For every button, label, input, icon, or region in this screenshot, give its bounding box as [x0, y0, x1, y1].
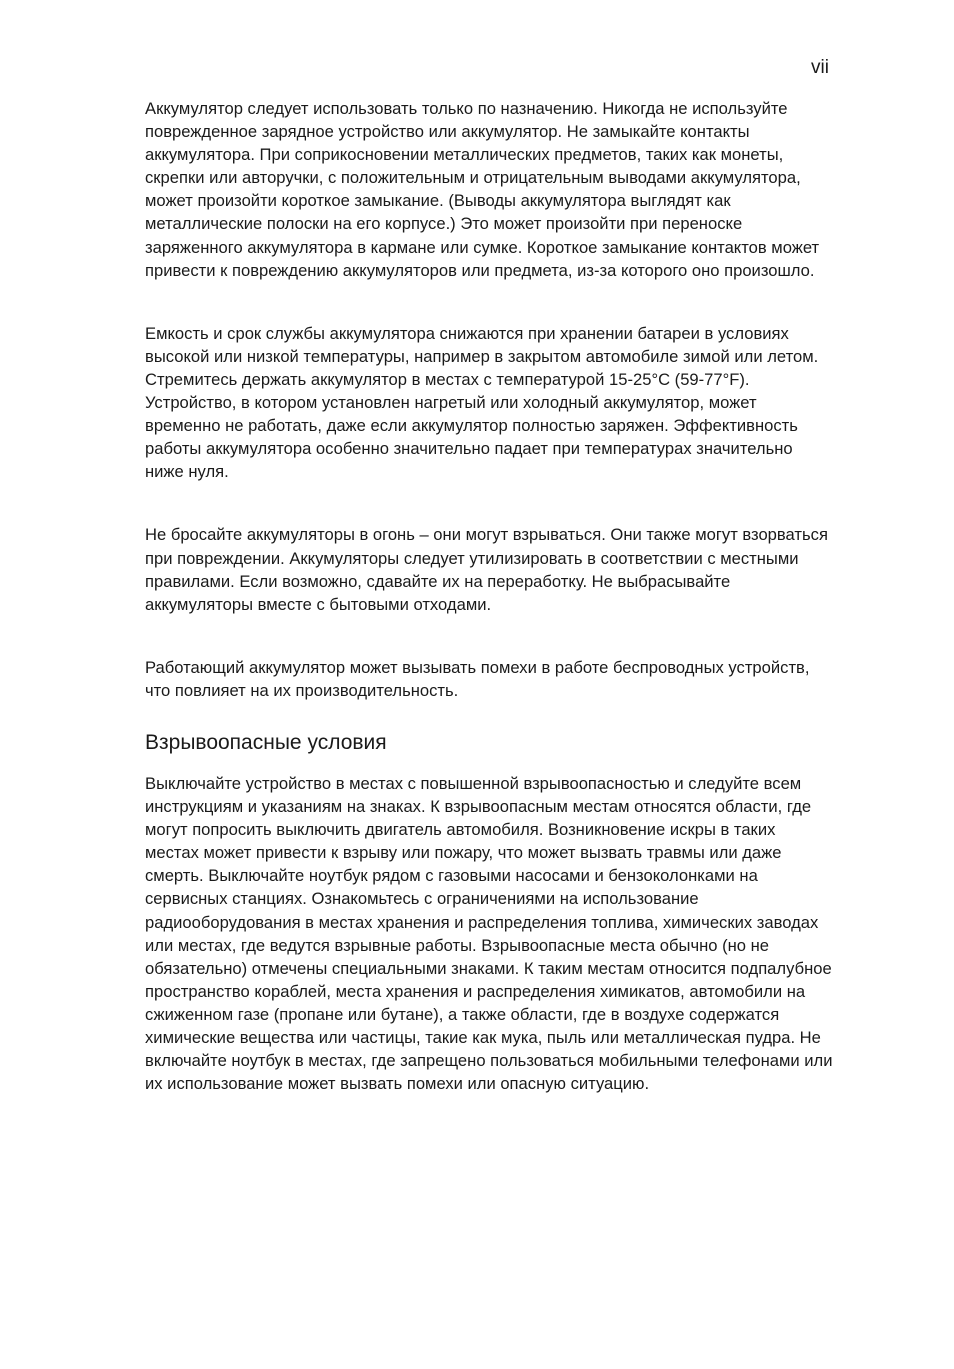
paragraph-battery-usage: Аккумулятор следует использовать только по назначению. Никогда не используйте поврежденное зарядное устройство или аккумулятор. Не замыкайте контакты аккумулятора. При соприкосновении металлических предметов, таких как монеты, скрепки или авторучки, с положительным и отрицательным выводами аккумулятора, может произойти короткое замыкание. (Выводы аккумулятора выглядят как металлические полоски на его корпусе.) Это может произойти при переноске заряженного аккумулятора в кармане или сумке. Короткое замыкание контактов может привести к повреждению аккумуляторов или предмета, из-за которого оно произошло. — [145, 99, 820, 280]
paragraph-explosive-conditions: Выключайте устройство в местах с повышенной взрывоопасностью и следуйте всем инструкциям и указаниям на знаках. К взрывоопасным местам относятся области, где могут попросить выключить двигатель автомобиля. Возникновение искры в таких местах может привести к взрыву или пожару, что может вызвать травмы или даже смерть. Выключайте ноутбук рядом с газовыми насосами и бензоколонками на сервисных станциях. Ознакомьтесь с ограничениями на использование радиооборудования в местах хранения и распределения топлива, химических заводах или местах, где ведутся взрывные работы. Взрывоопасные места обычно (но не обязательно) отмечены специальными знаками. К таким местам относится подпалубное пространство кораблей, места хранения и распределения химикатов, автомобили на сжиженном газе (пропане или бутане), а также области, где в воздухе содержатся химические вещества или частицы, такие как мука, пыль или металлическая пудра. Не включайте ноутбук в местах, где запрещено пользоваться мобильными телефонами или их использование может вызвать помехи или опасную ситуацию. — [145, 773, 833, 1094]
paragraph-battery-disposal: Не бросайте аккумуляторы в огонь – они могут взрываться. Они также могут взорваться при повреждении. Аккумуляторы следует утилизировать в соответствии с местными правилами. Если возможно, сдавайте их на переработку. Не выбрасывайте аккумуляторы вместе с бытовыми отходами. — [145, 525, 828, 614]
paragraph-battery-interference: Работающий аккумулятор может вызывать помехи в работе беспроводных устройств, что повлияет на их производительность. — [145, 657, 810, 700]
paragraph-battery-temperature: Емкость и срок службы аккумулятора снижаются при хранении батареи в условиях высокой или низкой температуры, например в закрытом автомобиле зимой или летом. Стремитесь держать аккумулятор в местах с температурой 15-25°C (59-77°F). Устройство, в котором установлен нагретый или холодный аккумулятор, может временно не работать, даже если аккумулятор полностью заряжен. Эффективность работы аккумулятора особенно значительно падает при температурах значительно ниже нуля. — [145, 323, 819, 482]
document-body — [145, 97, 833, 1095]
section-heading: Взрывоопасные условия — [145, 730, 387, 754]
page-number: vii — [811, 57, 829, 78]
